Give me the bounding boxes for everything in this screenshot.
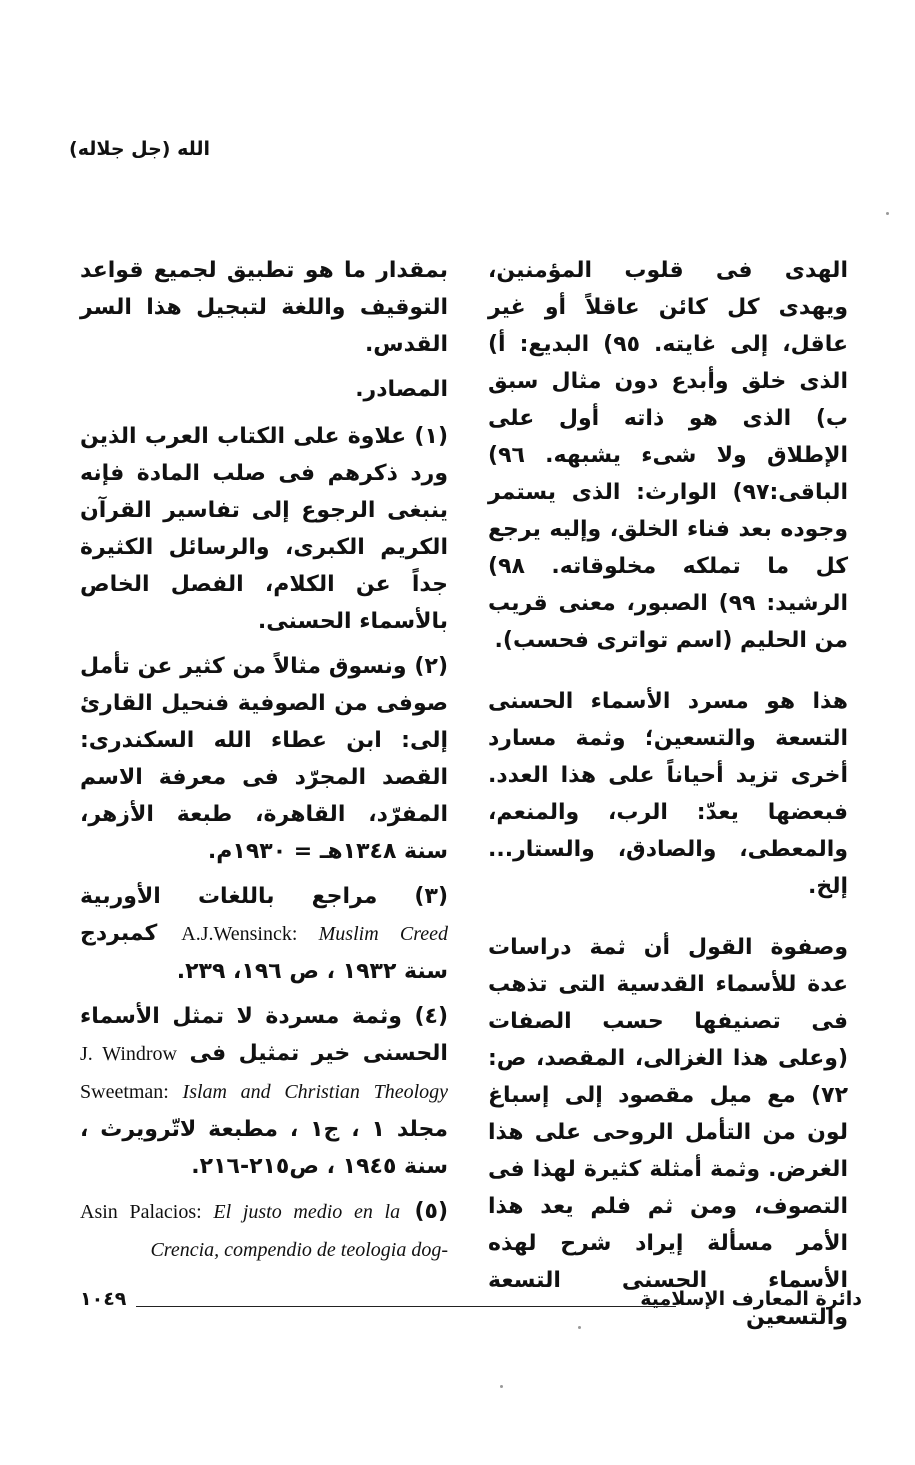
source-4-rest: مجلد ١ ، ج١ ، مطبعة لاتّرويرث ، سنة ١٩٤٥ ، ص٢١٥-٢١٦. — [80, 1117, 449, 1179]
journal-title: دائرة المعارف الإسلامية — [640, 1288, 862, 1310]
names-summary-paragraph: هذا هو مسرد الأسماء الحسنى التسعة والتسعين؛ وثمة مسارد أخرى تزيد أحياناً على هذا العدد. فبعضها يعدّ: الرب، والمنعم، والمعطى، والصادق، والستار... إلخ. — [488, 689, 848, 899]
intro-paragraph: بمقدار ما هو تطبيق لجميع قواعد التوقيف واللغة لتبجيل هذا السر القدس. — [80, 258, 448, 357]
source-1: (١) علاوة على الكتاب العرب الذين ورد ذكرهم فى صلب المادة فإنه ينبغى الرجوع إلى تفاسير القرآن الكريم الكبرى، والرسائل الكثيرة جداً عن الكلام، الفصل الخاص بالأسماء الحسنى. — [80, 424, 448, 634]
source-5-author: Asin Palacios: — [80, 1201, 202, 1223]
sources-heading: المصادر. — [355, 377, 448, 402]
page-footer — [80, 1288, 862, 1318]
source-3-author: A.J.Wensinck: — [181, 923, 298, 945]
scan-speck — [500, 1385, 503, 1388]
left-column — [80, 252, 448, 1277]
scan-speck — [578, 1326, 581, 1329]
names-list-paragraph: الهدى فى قلوب المؤمنين، ويهدى كل كائن عاقلاً أو غير عاقل، إلى غايته. ٩٥) البديع: أ) الذى خلق وأبدع دون مثال سبق ب) الذى هو ذاته أول على الإطلاق ولا شىء يشبهه. ٩٦) الباقى:٩٧) الوارث: الذى يستمر وجوده بعد فناء الخلق، وإليه يرجع كل ما تملكه مخلوقاته. ٩٨) الرشيد: ٩٩) الصبور، معنى قريب من الحليم (اسم تواترى فحسب). — [488, 258, 848, 653]
right-column — [488, 252, 848, 1344]
source-5-number: (٥) — [414, 1199, 448, 1224]
source-4-title: Islam and Christian Theology — [182, 1081, 449, 1103]
conclusion-paragraph: وصفوة القول أن ثمة دراسات عدة للأسماء القدسية التى تذهب فى تصنيفها حسب الصفات (وعلى هذا الغزالى، المقصد، ص: ٧٢) مع ميل مقصود إلى إسباغ لون من التأمل الروحى على هذا الغرض. وثمة أمثلة كثيرة لهذا فى التصوف، ومن ثم فلم يعد هذا الأمر مسألة إيراد شرح لهذه الأسماء الحسنى التسعة والتسعين — [488, 935, 848, 1330]
source-5-latin — [80, 1201, 448, 1261]
source-5-title: El justo medio en la Crencia, compendio de teologia dog- — [150, 1201, 448, 1261]
source-4-prefix: (٤) وثمة مسردة لا تمثل الأسماء الحسنى خير تمثيل فى — [80, 1004, 448, 1066]
source-3 — [80, 878, 448, 990]
scan-speck — [886, 212, 889, 215]
source-4 — [80, 998, 448, 1185]
source-2: (٢) ونسوق مثالاً من كثير عن تأمل صوفى من الصوفية فنحيل القارئ إلى: ابن عطاء الله السكندرى: القصد المجرّد فى معرفة الاسم المفرّد، القاهرة، طبعة الأزهر، سنة ١٣٤٨هـ = ١٩٣٠م. — [80, 654, 448, 864]
footer-rule — [136, 1306, 676, 1307]
source-3-place: كمبردج — [80, 921, 158, 946]
source-3-prefix: (٣) مراجع باللغات الأوربية — [80, 884, 448, 909]
source-4-author: J. Windrow — [80, 1043, 177, 1065]
page-number: ١٠٤٩ — [80, 1288, 127, 1310]
source-3-rest: سنة ١٩٣٢ ، ص ١٩٦، ٢٣٩. — [176, 959, 448, 984]
source-4-author2: Sweetman: — [80, 1081, 169, 1103]
running-title: الله (جل جلاله) — [69, 138, 210, 160]
source-3-latin — [181, 923, 448, 945]
source-3-title: Muslim Creed — [318, 923, 448, 945]
source-5 — [80, 1193, 448, 1269]
